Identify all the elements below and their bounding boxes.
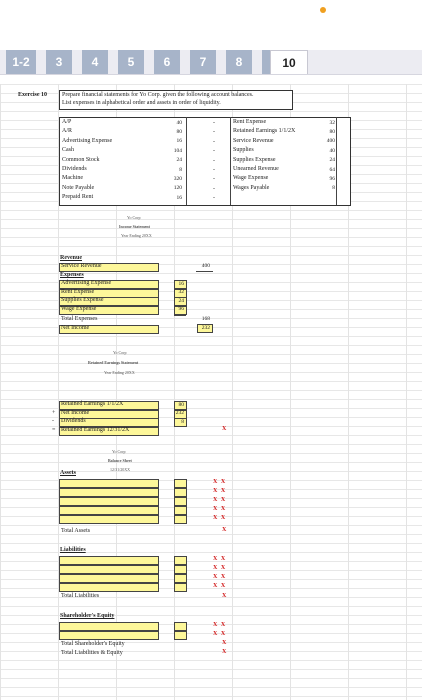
revenue-title: Revenue — [60, 255, 82, 261]
re-row-label: Retained Earnings 12/31/2X — [61, 426, 130, 433]
tab-5[interactable]: 5 — [118, 50, 144, 74]
bs-row-cell[interactable] — [59, 488, 159, 497]
balance-value: 16 — [176, 194, 182, 201]
dash-mark: - — [213, 129, 215, 136]
re-row-label: Net Income — [61, 409, 90, 416]
expense-value: 24 — [178, 297, 184, 304]
bs-row-cell[interactable] — [59, 622, 159, 631]
bs-value-cell[interactable] — [174, 488, 187, 497]
total-liabilities-mark: X — [222, 593, 227, 599]
bs-title: Balance Sheet — [108, 458, 132, 463]
row-mark: X X — [213, 556, 227, 562]
tab-10[interactable]: 10 — [270, 50, 308, 74]
re-title: Retained Earnings Statement — [88, 360, 139, 365]
re-period: Year Ending 20XX — [104, 370, 135, 375]
liabilities-title: Liabilities — [60, 547, 86, 553]
total-equity-mark: X — [222, 640, 227, 646]
expense-name: Rent Expense — [61, 288, 95, 295]
balance-value: 64 — [329, 166, 335, 173]
total-assets-mark: X — [222, 527, 227, 533]
total-liabilities-equity-mark: X — [222, 649, 227, 655]
re-value: 80 — [178, 401, 184, 408]
expenses-title: Expenses — [60, 272, 84, 278]
dash-mark: - — [213, 167, 215, 173]
tab-6[interactable]: 6 — [154, 50, 180, 74]
balance-value: 40 — [176, 119, 182, 126]
is-period: Year Ending 20XX — [121, 233, 152, 238]
bs-row-cell[interactable] — [59, 631, 159, 640]
balance-name: Wages Payable — [233, 184, 270, 191]
total-equity-label: Total Shareholder's Equity — [61, 641, 125, 647]
balance-value: 96 — [329, 175, 335, 182]
bs-value-cell[interactable] — [174, 622, 187, 631]
balance-name: Advertising Expense — [62, 137, 113, 144]
bs-row-cell[interactable] — [59, 515, 159, 524]
row-mark: X X — [213, 622, 227, 628]
total-expenses-value: 168 — [201, 316, 210, 322]
instruction-line-2: List expenses in alphabetical order and assets in order of liquidity. — [62, 100, 221, 106]
equity-title: Shareholder's Equity — [60, 613, 115, 619]
total-line — [196, 271, 213, 272]
balance-value: 80 — [176, 128, 182, 135]
balance-name: A/P — [62, 119, 72, 125]
bs-row-cell[interactable] — [59, 565, 159, 574]
balance-value: 8 — [179, 166, 182, 173]
row-mark: X X — [213, 479, 227, 485]
net-income-value: 232 — [201, 325, 210, 331]
dash-mark: - — [213, 195, 215, 202]
tab-7[interactable]: 7 — [190, 50, 216, 74]
total-liabilities-equity-label: Total Liabilities & Equity — [61, 650, 123, 656]
balance-name: Dividends — [62, 166, 87, 172]
expense-value: 32 — [178, 289, 184, 295]
assets-title: Assets — [60, 470, 76, 476]
table-divider — [186, 117, 187, 205]
tab-3[interactable]: 3 — [46, 50, 72, 74]
balance-value: 104 — [173, 147, 182, 154]
dash-mark: - — [213, 176, 215, 183]
balance-name: Service Revenue — [233, 137, 274, 144]
dash-mark: - — [213, 138, 215, 145]
balance-name: Note Payable — [62, 184, 95, 191]
balance-name: Unearned Revenue — [233, 166, 279, 172]
row-mark: X X — [213, 583, 227, 589]
total-liabilities-label: Total Liabilities — [61, 593, 100, 599]
bs-value-cell[interactable] — [174, 565, 187, 574]
expense-name: Advertising Expense — [61, 280, 112, 286]
service-revenue-label: Service Revenue — [61, 263, 102, 269]
dash-mark: - — [213, 120, 215, 126]
bs-row-cell[interactable] — [59, 497, 159, 506]
bs-company: Yo Corp — [112, 449, 126, 454]
bs-value-cell[interactable] — [174, 574, 187, 583]
row-mark: X X — [213, 565, 227, 571]
expense-value: 96 — [178, 306, 184, 312]
bs-date: 12/31/20XX — [110, 467, 130, 472]
instruction-line-1: Prepare financial statements for Yo Corp. given the following account balances. — [62, 92, 254, 98]
sheet-tab-bar — [0, 50, 422, 75]
dash-mark: - — [213, 157, 215, 164]
table-divider — [230, 117, 231, 205]
balance-value: 8 — [332, 185, 335, 192]
status-dot — [320, 7, 326, 13]
is-company: Yo Corp — [127, 215, 141, 220]
row-mark: X X — [213, 497, 227, 503]
service-revenue-value: 400 — [201, 263, 210, 269]
balance-value: 400 — [326, 138, 335, 145]
balance-name: Retained Earnings 1/1/2X — [233, 128, 296, 135]
subtotal-line — [174, 315, 186, 316]
re-value: 232 — [175, 410, 184, 416]
bs-value-cell[interactable] — [174, 583, 187, 592]
re-ending-mark: X — [222, 426, 227, 432]
balance-name: Common Stock — [62, 156, 100, 163]
balance-value: 24 — [329, 157, 335, 164]
row-mark: X X — [213, 488, 227, 494]
balance-name: Wage Expense — [233, 175, 269, 182]
row-mark: X X — [213, 506, 227, 512]
balance-name: Prepaid Rent — [62, 194, 94, 201]
row-mark: X X — [213, 515, 227, 521]
total-expenses-label: Total Expenses — [61, 316, 98, 322]
sign-symbol: + — [52, 409, 56, 416]
balance-value: 16 — [176, 138, 182, 145]
dash-mark: - — [213, 148, 215, 155]
bs-value-cell[interactable] — [174, 506, 187, 515]
row-mark: X X — [213, 574, 227, 580]
is-title: Income Statement — [119, 224, 150, 229]
balance-value: 320 — [173, 175, 182, 182]
bs-row-cell[interactable] — [59, 583, 159, 592]
bs-row-cell[interactable] — [59, 506, 159, 515]
bs-value-cell[interactable] — [174, 631, 187, 640]
re-row-label: Retained Earnings 1/1/2X — [61, 401, 124, 407]
balance-value: 120 — [173, 185, 182, 192]
balance-name: Rent Expense — [233, 119, 267, 125]
sign-symbol: - — [52, 418, 54, 424]
balance-name: A/R — [62, 128, 73, 135]
tab-8[interactable]: 8 — [226, 50, 252, 74]
balance-value: 40 — [329, 147, 335, 154]
bs-value-cell[interactable] — [174, 556, 187, 565]
bs-row-cell[interactable] — [59, 479, 159, 488]
bs-value-cell[interactable] — [174, 479, 187, 488]
sign-symbol: = — [52, 426, 56, 433]
balance-name: Supplies Expense — [233, 156, 276, 163]
expense-name: Wage Expense — [61, 305, 97, 312]
bs-value-cell[interactable] — [174, 515, 187, 524]
tab-1-2[interactable]: 1-2 — [6, 50, 36, 74]
table-divider — [336, 117, 337, 205]
bs-value-cell[interactable] — [174, 497, 187, 506]
bs-row-cell[interactable] — [59, 574, 159, 583]
exercise-label: Exercise 10 — [18, 92, 48, 98]
total-assets-label: Total Assets — [61, 528, 91, 534]
net-income-label: Net Income — [61, 325, 90, 331]
balance-name: Machine — [62, 175, 83, 182]
re-company: Yo Corp — [113, 350, 127, 355]
re-value: 8 — [181, 418, 184, 425]
tab-4[interactable]: 4 — [82, 50, 108, 74]
dash-mark: - — [213, 185, 215, 192]
spreadsheet-grid[interactable] — [0, 84, 422, 700]
row-mark: X X — [213, 631, 227, 637]
re-row-label: Dividends — [61, 418, 86, 424]
expense-name: Supplies Expense — [61, 297, 104, 303]
balance-value: 80 — [329, 128, 335, 135]
expense-value: 16 — [178, 280, 184, 287]
balance-value: 24 — [176, 157, 182, 164]
account-balances-table — [59, 117, 351, 206]
balance-name: Supplies — [233, 147, 254, 154]
balance-name: Cash — [62, 147, 74, 154]
balance-value: 32 — [329, 119, 335, 126]
bs-row-cell[interactable] — [59, 556, 159, 565]
